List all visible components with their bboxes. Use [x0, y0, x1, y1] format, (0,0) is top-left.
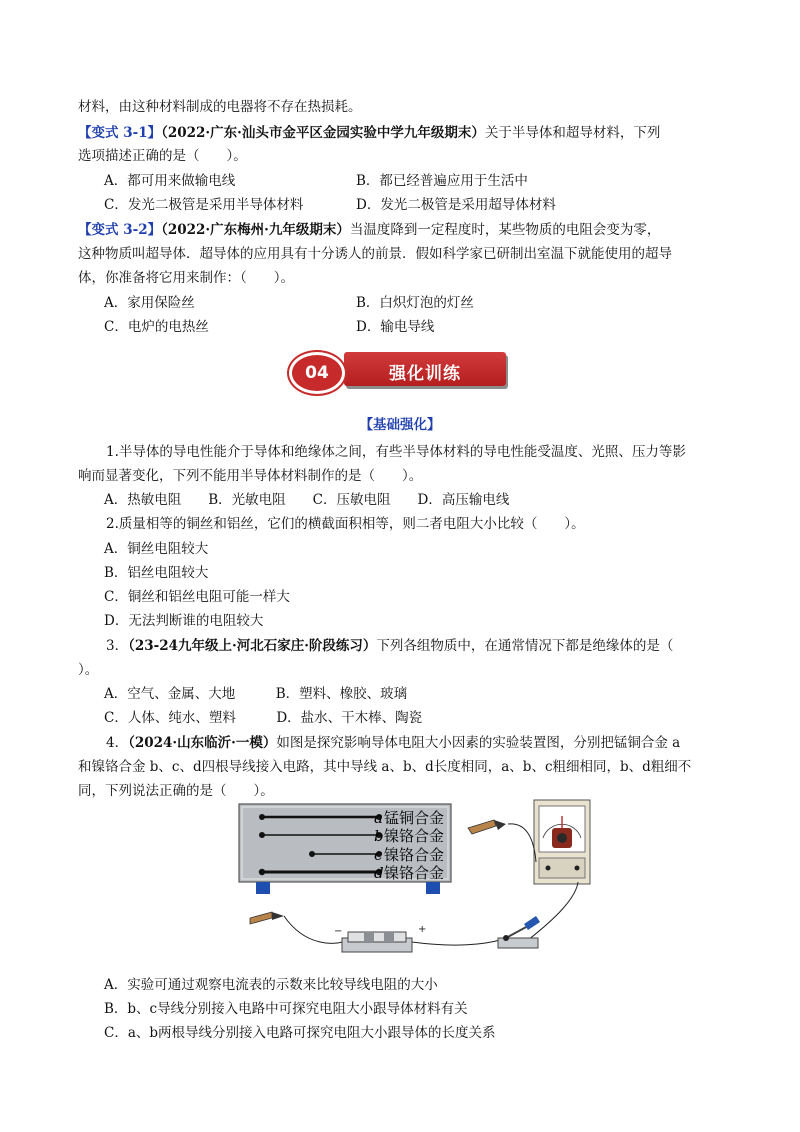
switch: [498, 916, 540, 948]
q3-stem-cont: ）。: [78, 662, 99, 678]
variant-3-2-stem-cont: 这种物质叫超导体．超导体的应用具有十分诱人的前景．假如科学家已研制出室温下就能使用的超导: [78, 246, 672, 262]
clip-right: [468, 820, 496, 834]
connection-wire: [528, 882, 578, 940]
banner-number: 04: [305, 363, 329, 383]
option-d: D．输电导线: [356, 319, 435, 335]
option-c: C．a、b两根导线分别接入电路可探究电阻大小跟导体的长度关系: [104, 1025, 496, 1041]
q3-options-ab: A．空气、金属、大地 B．塑料、橡胶、玻璃: [104, 686, 408, 702]
wire-label-letter: c: [374, 846, 383, 864]
variant-stem: 关于半导体和超导材料，下列: [484, 125, 661, 141]
connection-wire: [508, 824, 536, 862]
q1-stem-cont: 响而显著变化，下列不能用半导体材料制作的是（ ）。: [78, 468, 423, 484]
variant-tag: 【变式 3-1】: [78, 125, 162, 141]
variant-source: （2022·广东·汕头市金平区金园实验中学九年级期末）: [161, 125, 485, 141]
option-c: C．发光二极管是采用半导体材料: [104, 197, 304, 213]
banner-number-badge: [289, 352, 345, 394]
q1-options: A．热敏电阻 B．光敏电阻 C．压敏电阻 D．高压输电线: [104, 492, 510, 508]
variant-3-1-stem-cont: 选项描述正确的是（ ）。: [78, 148, 247, 164]
wire-label-name: 镍铬合金: [384, 846, 445, 864]
option-c: C．铜丝和铝丝电阻可能一样大: [104, 589, 290, 605]
q2-stem: 2.质量相等的铜丝和铝丝，它们的横截面积相等，则二者电阻大小比较（ ）。: [106, 516, 585, 532]
q4-stem-cont: 和镍铬合金 b、c、d四根导线接入电路，其中导线 a、b、d长度相同，a、b、c粗细相同，b、d粗细不: [78, 759, 692, 775]
q3-number: 3．: [106, 638, 129, 654]
q3-source: （23-24九年级上·河北石家庄·阶段练习）: [128, 638, 377, 654]
section-banner: [286, 348, 510, 392]
q1-stem: 1.半导体的导电性能介于导体和绝缘体之间，有些半导体材料的导电性能受温度、光照、压力等影: [106, 444, 686, 460]
banner-title-bar: [344, 352, 506, 386]
variant-tag: 【变式 3-2】: [78, 222, 162, 238]
experiment-figure: [236, 798, 596, 970]
variant-3-2-stem-cont2: 体，你准备将它用来制作：（ ）。: [78, 270, 294, 286]
section-title: 【基础强化】: [359, 417, 441, 433]
q4-stem: [106, 734, 680, 752]
variant-source: （2022·广东梅州·九年级期末）: [161, 222, 350, 238]
option-b: B．白炽灯泡的灯丝: [356, 295, 474, 311]
option-b: B．铝丝电阻较大: [104, 565, 209, 581]
ammeter: [534, 800, 590, 884]
option-c: C．电炉的电热丝: [104, 319, 209, 335]
board-leg: [256, 882, 270, 894]
variant-3-2-stem: [78, 221, 660, 239]
board-leg: [426, 882, 440, 894]
q4-number: 4．: [106, 735, 129, 751]
wire-label-name: 镍铬合金: [384, 864, 445, 882]
variant-3-1-stem: [78, 124, 660, 142]
wire-label-name: 镍铬合金: [384, 827, 445, 845]
wire-label-name: 锰铜合金: [384, 809, 445, 827]
q3-stem-text: 下列各组物质中，在通常情况下都是绝缘体的是（: [376, 638, 674, 654]
option-a: A．铜丝电阻较大: [104, 541, 209, 557]
q4-stem-text: 如图是探究影响导体电阻大小因素的实验装置图，分别把锰铜合金 a: [276, 735, 681, 751]
option-b: B．b、c导线分别接入电路中可探究电阻大小跟导体材料有关: [104, 1001, 468, 1017]
battery-holder: [334, 924, 426, 952]
option-a: A．实验可通过观察电流表的示数来比较导线电阻的大小: [104, 977, 438, 993]
q3-stem: [106, 637, 673, 655]
option-b: B．都已经普遍应用于生活中: [356, 173, 528, 189]
wire-label-letter: a: [374, 809, 383, 827]
battery-minus: −: [334, 926, 343, 937]
wire-label-letter: b: [374, 827, 384, 845]
option-a: A．家用保险丝: [104, 295, 195, 311]
q4-stem-cont2: 同，下列说法正确的是（ ）。: [78, 783, 274, 799]
q4-source: （2024·山东临沂·一模）: [128, 735, 277, 751]
wire-label-letter: d: [374, 864, 384, 882]
option-d: D．发光二极管是采用超导体材料: [356, 197, 556, 213]
q3-options-cd: C．人体、纯水、塑料 D．盐水、干木棒、陶瓷: [104, 710, 423, 726]
battery-plus: +: [418, 924, 427, 935]
connection-wire: [412, 940, 500, 945]
clip-left: [250, 912, 272, 924]
variant-stem: 当温度降到一定程度时，某些物质的电阻会变为零，: [349, 222, 661, 238]
option-a: A．都可用来做输电线: [104, 173, 236, 189]
option-d: D．无法判断谁的电阻较大: [104, 613, 264, 629]
intro-tail: 材料，由这种材料制成的电器将不存在热损耗。: [78, 99, 362, 115]
banner-title: 强化训练: [389, 364, 461, 384]
